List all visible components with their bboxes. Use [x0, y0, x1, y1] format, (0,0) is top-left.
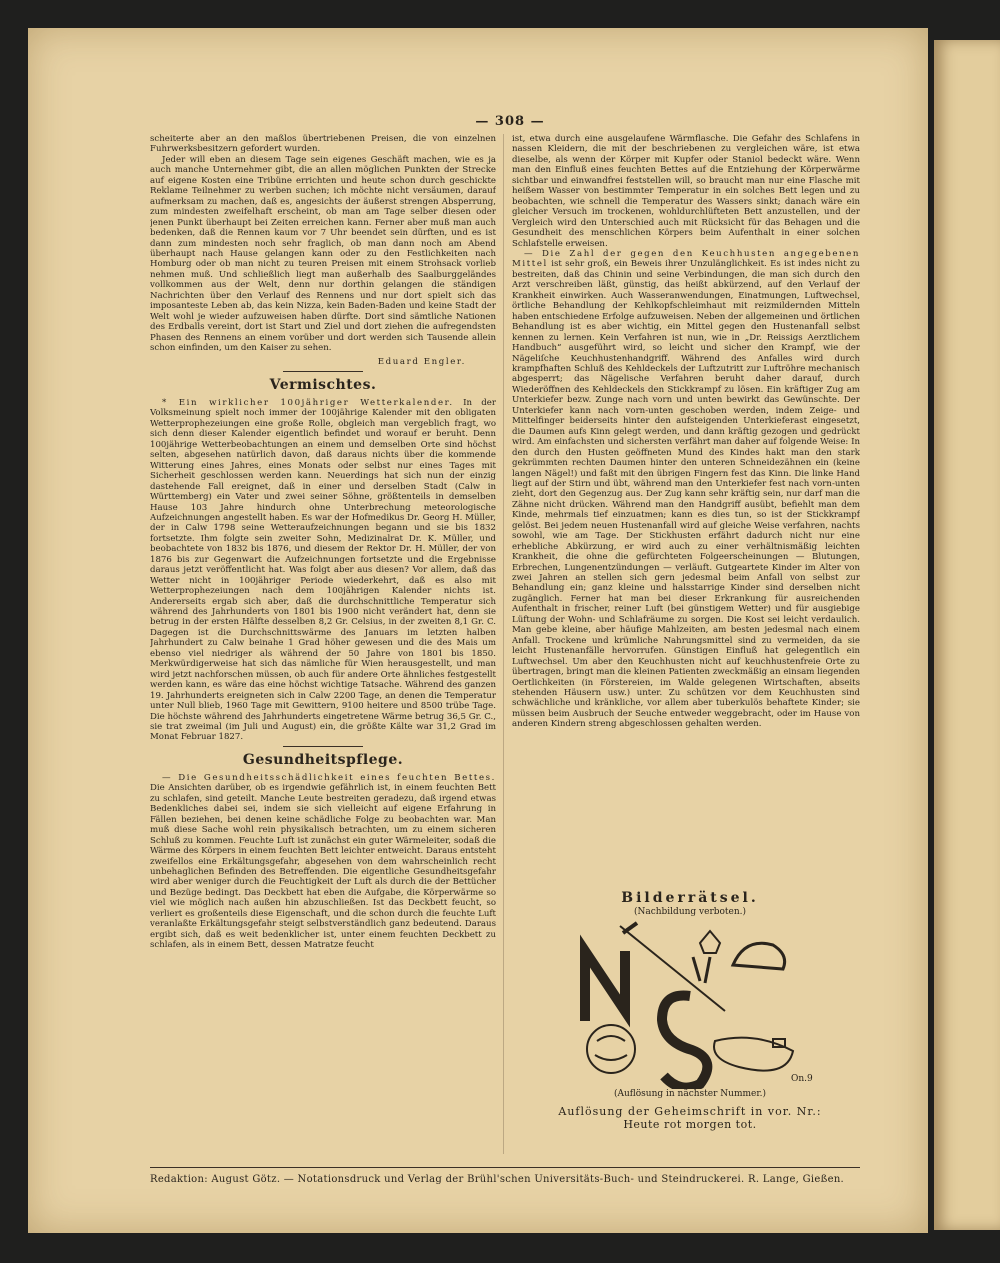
bell-shape: [700, 931, 720, 953]
rebus-illustration: [565, 921, 815, 1089]
sword-hilt: [623, 923, 637, 933]
ball-circle: [587, 1025, 635, 1073]
solution-text: Heute rot morgen tot.: [623, 1118, 757, 1131]
paragraph-continuation: scheiterte aber an den maßlos übertriebenen Preisen, die von einzelnen Fuhrwerksbesitzern gefordert wurden.: [150, 134, 496, 155]
puzzle-subtitle: (Nachbildung verboten.): [633, 907, 747, 917]
paragraph-continuation: ist, etwa durch eine ausgelaufene Wärmflasche. Die Gefahr des Schlafens in nassen Kleidern, die mit der beschriebenen zu vergleichen wäre, ist etwa dieselbe, als wenn der Körper mit Kupfer oder Staniol bedeckt wäre. Wenn man den Einfluß eines feuchten Bettes auf die Entziehung der Körperwärme sichtbar und einwandfrei feststellen will, so braucht man nur eine Flasche mit heißem Wasser von bestimmter Temperatur in ein solches Bett legen und zu beobachten, wie schnell die Temperatur des Wassers sinkt; danach wäre ein gleicher Versuch im trockenen, wohldurchlüfteten Bett anzustellen, und der Vergleich wird den Unterschied auch mit Rücksicht für das Behagen und die Gesundheit des menschlichen Körpers beim Aufenthalt in einer solchen Schlafstelle erweisen.: [512, 134, 860, 249]
article-body: Die Ansichten darüber, ob es irgendwie gefährlich ist, in einem feuchten Bett zu schlafen, sind geteilt. Manche Leute bestreiten geradezu, daß irgend etwas Bedenkliches dabei sei, indem sie sich vielleicht auf eigene Erfahrung in Fällen beziehen, bei denen keine schädliche Folge zu beobachten war. Man muß diese Sache wohl rein physikalisch betrachten, um zu einem sicheren Schluß zu kommen. Feuchte Luft ist zunächst ein guter Wärmeleiter, sodaß die Wärme des Körpers in einem feuchten Bett leichter entweicht. Daraus entsteht zweifellos eine Erkältungsgefahr, abgesehen von dem wahrscheinlich recht unbehaglichen Befinden des Betreffenden. Die eigentliche Gesundheitsgefahr wird aber weniger durch die Feuchtigkeit der Luft als durch die der Bettücher und Bezüge bedingt. Das Deckbett hat eben die Aufgabe, die Körperwärme so viel wie möglich nach außen hin abzuschließen. Ist das Deckbett feucht, so verliert es großenteils diese Eigenschaft, und die schon durch die feuchte Luft veranlaßte Erkältungsgefahr steigt selbstverständlich ganz bedeutend. Daraus ergibt sich, daß es weit bedenklicher ist, unter einem feuchten Deckbett zu schlafen, als in einem Bett, dessen Matratze feucht: [150, 783, 496, 951]
letter-s-shape: [662, 996, 707, 1088]
right-column: [512, 134, 860, 879]
article-weather-calendar: [150, 398, 496, 743]
article-lead: — Die Zahl der gegen den Keuchhusten angegebenen Mittel: [512, 248, 860, 270]
article-whooping-cough: [512, 249, 860, 730]
art-label: On.9: [791, 1074, 813, 1084]
imprint-footer: Redaktion: August Götz. — Notationsdruck und Verlag der Brühl'schen Universitäts-Buch- und Steindruckerei. R. Lange, Gießen.: [150, 1167, 860, 1185]
picture-puzzle: [550, 890, 830, 1150]
solution-title: Auflösung der Geheimschrift in vor. Nr.:: [558, 1105, 822, 1118]
stick-right: [705, 957, 710, 983]
stick-left: [693, 957, 700, 981]
section-divider: [283, 746, 363, 747]
belt-shape: [714, 1038, 793, 1071]
puzzle-caption: (Auflösung in nächster Nummer.): [613, 1089, 767, 1099]
page-number: — 308 —: [475, 114, 545, 129]
left-column: [150, 134, 496, 1134]
right-page-edge: [934, 40, 1000, 1230]
article-body: In der Volksmeinung spielt noch immer der 100jährige Kalender mit den obligaten Wetterprophezeiungen eine große Rolle, obgleich man vergeblich fragt, wo sich denn dieser Kalender eigentlich befindet und worauf er beruht. Denn 100jährige Wetterbeobachtungen an einem und demselben Orte sind höchst selten, abgesehen natürlich davon, daß daraus nichts über die kommende Witterung eines Jahres, eines Monats oder selbst nur eines Tages mit Sicherheit geschlossen werden kann. Neuerdings hat sich nun der einzig dastehende Fall ereignet, daß in einer und derselben Stadt (Calw in Württemberg) ein Vater und zwei seiner Söhne, größtenteils in demselben Hause 103 Jahre hindurch ohne Unterbrechung meteorologische Aufzeichnungen angestellt haben. Es war der Hofmedikus Dr. Georg H. Müller, der in Calw 1798 seine Wetteraufzeichnungen begann und sie bis 1832 fortsetzte. Ihm folgte sein zweiter Sohn, Medizinalrat Dr. K. Müller, und beobachtete von 1832 bis 1876, und diesem der Rektor Dr. H. Müller, der von 1876 bis zur Gegenwart die Aufzeichnungen fortsetzte und die Ergebnisse daraus jetzt veröffentlicht hat. Was folgt aber aus diesen? Vor allem, daß das Wetter nicht in 100jähriger Periode wiederkehrt, daß es also mit Wetterprophezeiungen nach dem 100jährigen Kalender nichts ist. Andererseits ergab sich aber, daß die durchschnittliche Temperatur sich während des Jahrhunderts von 1801 bis 1900 nicht verändert hat, denn sie betrug in der ersten Hälfte desselben 8,2 Gr. Celsius, in der zweiten 8,1 Gr. C. Dagegen ist die Durchschnittswärme des Januars im letzten halben Jahrhundert zu Calw beinahe 1 Grad höher gewesen und die des Mais um ebenso viel niedriger als während der 50 Jahre von 1801 bis 1850. Merkwürdigerweise hat sich das nämliche für Wien herausgestellt, und man wird jetzt nachforschen müssen, ob auch für andere Orte ähnliches festgestellt werden kann, es wäre das eine höchst wichtige Tatsache. Während des ganzen 19. Jahrhunderts ereigneten sich in Calw 2200 Tage, an denen die Temperatur unter Null blieb, 1960 Tage mit Gewittern, 9100 heitere und 8500 trübe Tage. Die höchste während des Jahrhunderts eingetretene Wärme betrug 36,5 Gr. C., sie trat zweimal (im Juli und August) ein, die größte Kälte war 31,2 Grad im Monat Februar 1827.: [150, 397, 496, 743]
heading-vermischtes: Vermischtes.: [269, 376, 377, 393]
article-body: ist sehr groß, ein Beweis ihrer Unzulänglichkeit. Es ist indes nicht zu bestreiten, daß das Chinin und seine Verbindungen, die man sich durch den Arzt verschreiben läßt, günstig, das heißt abkürzend, auf den Verlauf der Krankheit einwirken. Auch Wasseranwendungen, Einatmungen, Luftwechsel, örtliche Behandlung der Kehlkopfschleimhaut mit reizmildernden Mitteln haben entschiedene Erfolge aufzuweisen. Neben der allgemeinen und örtlichen Behandlung ist es aber wichtig, ein Mittel gegen den Hustenanfall selbst kennen zu lernen. Kein Verfahren ist nun, wie in „Dr. Reissigs Aerztlichem Handbuch“ ausgeführt wird, so leicht und sicher den Krampf, wie der Nägeliſche Keuchhustenhandgriff. Während des Anfalles wird durch krampfhaften Schluß des Kehldeckels der Luftzutritt zur Luftröhre mechanisch abgesperrt; das Nägelische Verfahren beruht daher darauf, durch Wiederöffnen des Kehldeckels den Stickkrampf zu lösen. Ein kräftiger Zug am Unterkiefer bezw. Zunge nach vorn und unten bewirkt das Gewünschte. Der Unterkiefer kann nach vorn-unten geschoben werden, indem Zeige- und Mittelfinger beiderseits hinter den aufsteigenden Unterkieferast eingesetzt, die Daumen aufs Kinn gelegt werden, und dann kräftig gezogen und gedrückt wird. Am einfachsten und sichersten verfährt man daher auf folgende Weise: In den durch den Husten geöffneten Mund des Kindes hakt man den stark gekrümmten rechten Daumen hinter den unteren Schneidezähnen ein (keine langen Nägel!) und faßt mit den übrigen Fingern fest das Kinn. Die linke Hand liegt auf der Stirn und übt, während man den Unterkiefer fest nach vorn-unten zieht, dort den Gegenzug aus. Der Zug kann sehr kräftig sein, nur darf man die Zähne nicht drücken. Während man den Handgriff ausübt, befiehlt man dem Kinde, mehrmals tief einzuatmen; kann es dies tun, so ist der Stickkrampf gelöst. Bei jedem neuen Hustenanfall wird auf gleiche Weise verfahren, nachts sowohl, wie am Tage. Der Stickhusten erfährt dadurch nicht nur eine erhebliche Abkürzung, er wird auch zu einer verhältnismäßig leichten Krankheit, die ohne die gefürchteten Folgeerscheinungen — Blutungen, Erbrechen, Lungenentzündungen — verläuft. Gutgeartete Kinder im Alter von zwei Jahren an stellen sich gern jedesmal beim Anfall von selbst zur Behandlung ein; ganz kleine und halsstarrige Kinder sind derselben nicht zugänglich. Ferner hat man bei dieser Erkrankung für ausreichenden Aufenthalt in frischer, reiner Luft (bei günstigem Wetter) und für ausgiebige Lüftung der Wohn- und Schlafräume zu sorgen. Die Kost sei leicht verdaulich. Man gebe kleine, aber häufige Mahlzeiten, am besten jedesmal nach einem Anfall. Trockene und krümliche Nahrungsmittel sind zu vermeiden, da sie leicht Hustenanfälle hervorrufen. Günstigen Einfluß hat gelegentlich ein Luftwechsel. Um aber den Keuchhusten nicht auf keuchhustenfreie Orte zu übertragen, bringt man die kleinen Patienten zweckmäßig an einsam liegenden Oertlichkeiten (in Förstereien, im Walde gelegenen Wirtschaften, abseits stehenden Häusern usw.) unter. Zu schützen vor dem Keuchhusten sind schwächliche und kränkliche, vor allem aber tuberkulös behaftete Kinder; sie müssen beim Ausbruch der Seuche entweder weggebracht, oder im Hause von anderen Kindern streng abgeschlossen gehalten werden.: [512, 259, 860, 730]
column-divider: [503, 134, 504, 1154]
ball-stripes: [595, 1036, 627, 1060]
article-lead: * Ein wirklicher 100jähriger Wetterkalender.: [162, 397, 454, 408]
author-signature: Eduard Engler.: [377, 356, 466, 367]
article-lead: — Die Gesundheitsschädlichkeit eines feuchten Bettes.: [162, 772, 496, 783]
helmet-shape: [733, 943, 785, 969]
article-damp-bed: [150, 773, 496, 951]
puzzle-title: Bilderrätsel.: [621, 890, 759, 906]
paragraph-race-spectators: Jeder will eben an diesem Tage sein eigenes Geschäft machen, wie es ja auch manche Unternehmer gibt, die an allen möglichen Punkten der Strecke auf eigene Kosten eine Tribüne errichten und heute schon durch geschickte Reklame Teilnehmer zu werben suchen; ich möchte nicht versäumen, darauf aufmerksam zu machen, daß es, angesichts der äußerst strengen Absperrung, zum mindesten zweifelhaft erscheint, ob man am Tage selber diesen oder jenen Punkt überhaupt bei Zeiten erreichen kann. Ferner aber muß man auch bedenken, daß die Rennen kaum vor 7 Uhr beendet sein dürften, und es ist dann zum mindesten noch sehr fraglich, ob man dann noch am Abend überhaupt nach Hause gelangen kann oder zu den Festlichkeiten nach Homburg oder ob man nicht zu teuren Preisen mit einem Strohsack vorlieb nehmen muß. Und schließlich liegt man außerhalb des Saalburggeländes vollkommen aus der Welt, denn nur dorthin gelangen die ständigen Nachrichten über den Verlauf des Rennens und nur dort spielt sich das imposanteste Leben ab, das kein Nizza, kein Baden-Baden und keine Stadt der Welt wohl je wieder aufzuweisen haben dürfte. Dort sind sämtliche Nationen des Erdballs vereint, dort ist Start und Ziel und dort ziehen die aufregendsten Phasen des Rennens an einem vorüber und dort werden sich Tausende allein schon einfinden, um den Kaiser zu sehen.: [150, 154, 496, 354]
letter-n-shape: [585, 951, 625, 1021]
heading-gesundheitspflege: Gesundheitspflege.: [242, 751, 404, 768]
section-divider: [283, 371, 363, 372]
